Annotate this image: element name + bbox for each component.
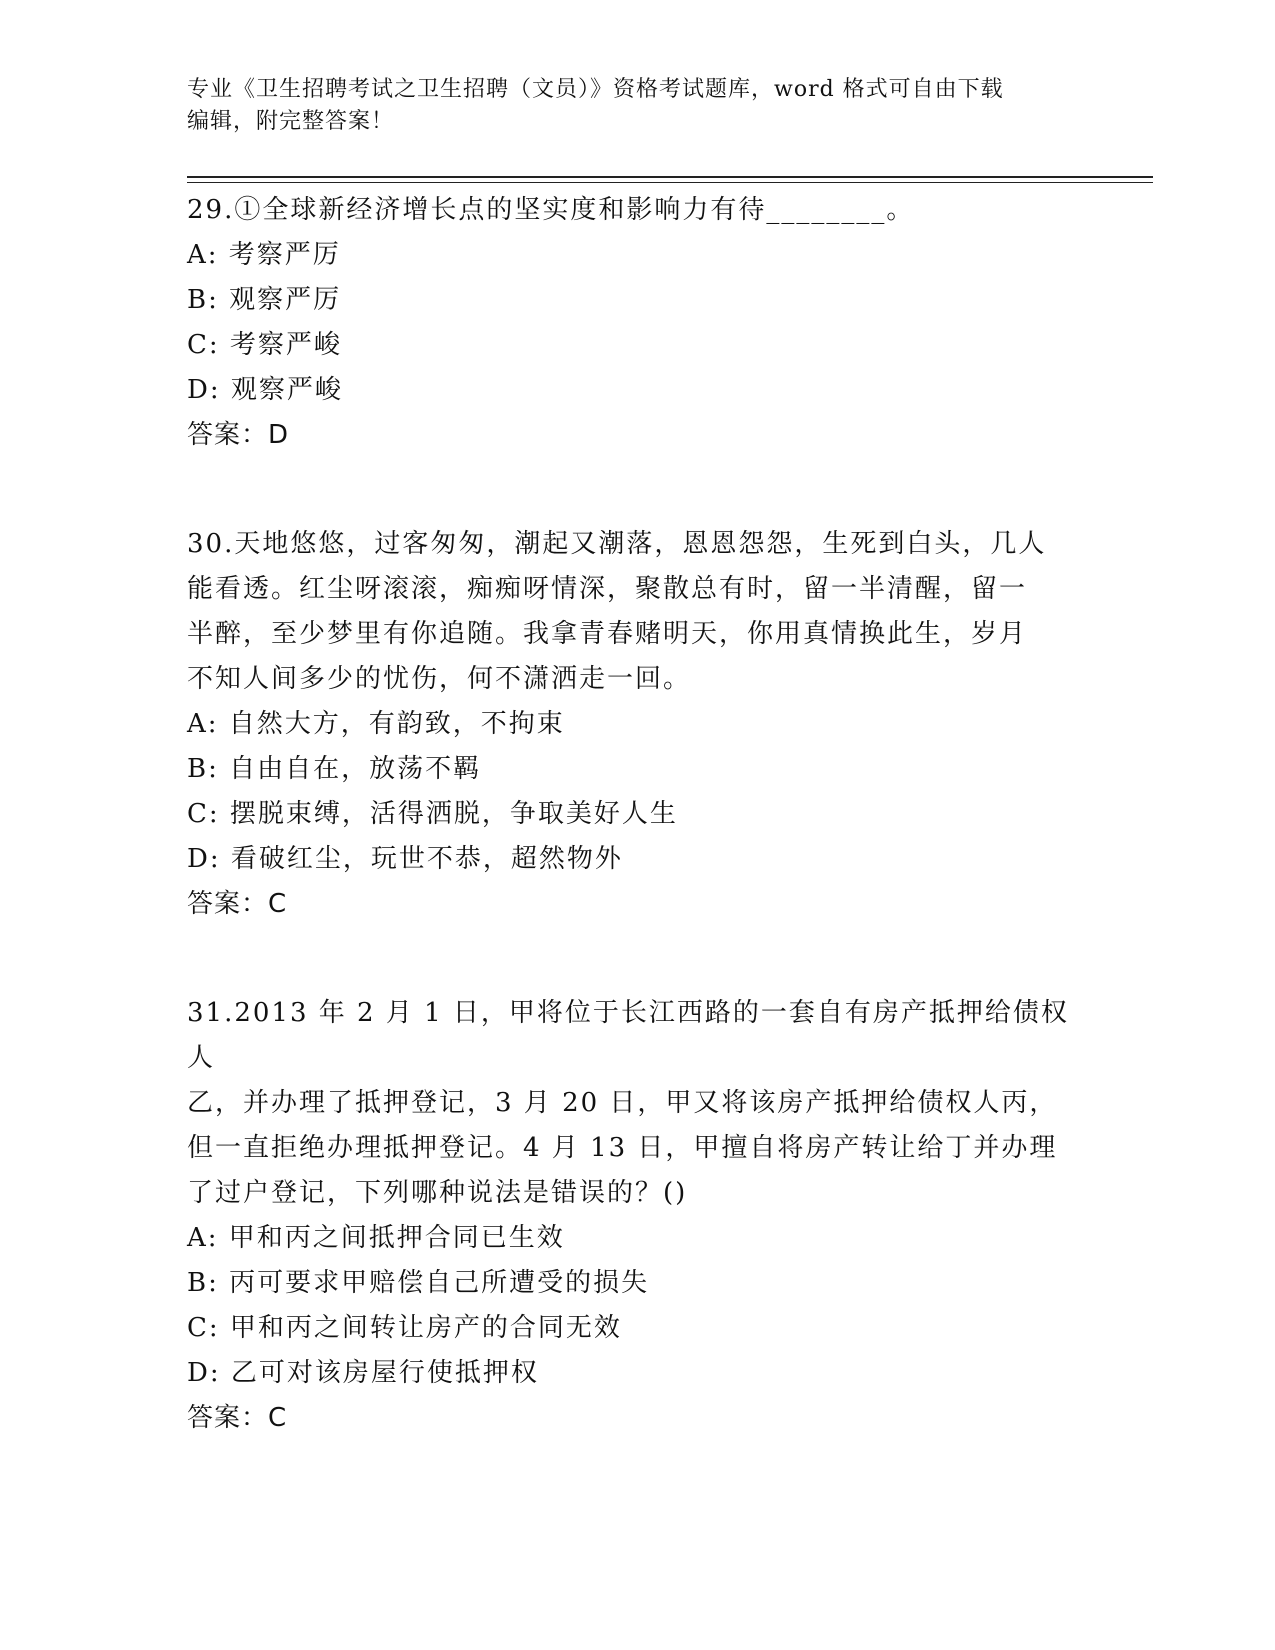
option-a: A: 甲和丙之间抵押合同已生效 [187, 1223, 565, 1253]
question-stem: 29.①全球新经济增长点的坚实度和影响力有待________。 [187, 195, 915, 225]
question-30 [187, 522, 1087, 927]
header-divider-thin [187, 182, 1153, 183]
question-stem-line-4: 了过户登记，下列哪种说法是错误的？() [187, 1178, 688, 1208]
header-divider-thick [187, 176, 1153, 178]
option-b: B: 观察严厉 [187, 285, 342, 315]
option-a: A: 考察严厉 [187, 240, 341, 270]
header-line-2: 编辑，附完整答案！ [187, 109, 395, 134]
question-list [187, 188, 1087, 1505]
option-b: B: 自由自在，放荡不羁 [187, 754, 482, 784]
question-31 [187, 991, 1087, 1441]
option-d: D: 观察严峻 [187, 375, 343, 405]
option-a: A: 自然大方，有韵致，不拘束 [187, 709, 565, 739]
option-d: D: 乙可对该房屋行使抵押权 [187, 1358, 539, 1388]
answer-label: 答案：D [187, 420, 290, 450]
option-c: C: 考察严峻 [187, 330, 342, 360]
question-stem-line-1: 31.2013 年 2 月 1 日，甲将位于长江西路的一套自有房产抵押给债权人 [187, 998, 1069, 1073]
answer-label: 答案：C [187, 889, 288, 919]
option-c: C: 甲和丙之间转让房产的合同无效 [187, 1313, 622, 1343]
question-stem-line-2: 乙，并办理了抵押登记，3 月 20 日，甲又将该房产抵押给债权人丙， [187, 1088, 1058, 1118]
question-stem-line-3: 但一直拒绝办理抵押登记。4 月 13 日，甲擅自将房产转让给丁并办理 [187, 1133, 1058, 1163]
question-stem-line-1: 30.天地悠悠，过客匆匆，潮起又潮落，恩恩怨怨，生死到白头，几人 [187, 529, 1047, 559]
option-c: C: 摆脱束缚，活得洒脱，争取美好人生 [187, 799, 678, 829]
question-stem-line-4: 不知人间多少的忧伤，何不潇洒走一回。 [187, 664, 692, 694]
question-stem-line-3: 半醉，至少梦里有你追随。我拿青春赌明天，你用真情换此生，岁月 [187, 619, 1028, 649]
option-d: D: 看破红尘，玩世不恭，超然物外 [187, 844, 623, 874]
question-stem-line-2: 能看透。红尘呀滚滚，痴痴呀情深，聚散总有时，留一半清醒，留一 [187, 574, 1028, 604]
question-29 [187, 188, 1087, 458]
document-header [187, 74, 1087, 138]
header-line-1: 专业《卫生招聘考试之卫生招聘（文员）》资格考试题库，word 格式可自由下载 [187, 77, 1004, 102]
answer-label: 答案：C [187, 1403, 288, 1433]
option-b: B: 丙可要求甲赔偿自己所遭受的损失 [187, 1268, 650, 1298]
